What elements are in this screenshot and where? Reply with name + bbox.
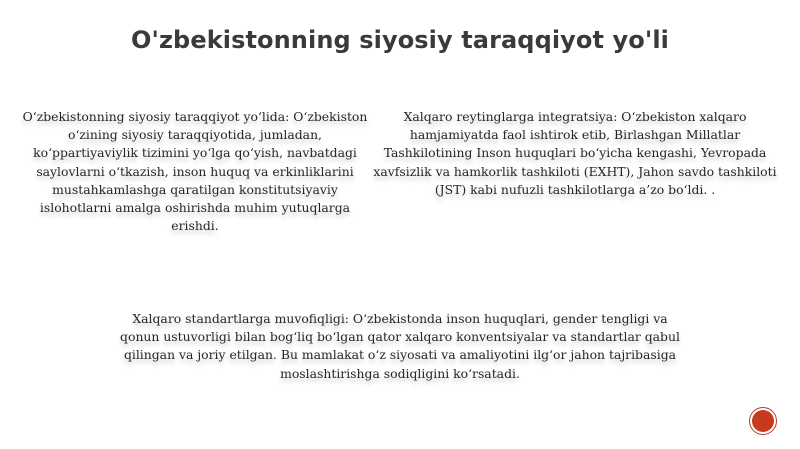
slide-title: O'zbekistonning siyosiy taraqqiyot yo'li (131, 26, 669, 54)
international-standards-text: Xalqaro standartlarga muvofiqligi: O‘zbekistonda inson huquqlari, gender tengligi va qonun ustuvorligi bilan bog‘liq bo‘lgan qator xalqaro konventsiyalar va standartlar qabul qilingan va joriy etilgan. Bu mamlakat o‘z siyosati va amaliyotini ilg‘or jahon tajribasiga moslashtirishga sodiqligini ko‘rsatadi. (120, 311, 680, 381)
circle-nav-icon (752, 410, 774, 432)
slide-nav-button[interactable] (749, 407, 777, 435)
international-integration-text: Xalqaro reytinglarga integratsiya: O‘zbekiston xalqaro hamjamiyatda faol ishtirok etib, Birlashgan Millatlar Tashkilotining Inson huquqlari bo‘yicha kengashi, Yevropada xavfsizlik va hamkorlik tashkiloti (EXHT), Jahon savdo tashkiloti (JST) kabi nufuzli tashkilotlarga a’zo bo‘ldi. . (373, 109, 777, 197)
political-development-text: O‘zbekistonning siyosiy taraqqiyot yo‘lida: O‘zbekiston o‘zining siyosiy taraqqiyotida, jumladan, ko‘ppartiyaviylik tizimini yo‘lga qo‘yish, navbatdagi saylovlarni o‘tkazish, inson huquq va erkinliklarini mustahkamlashga qaratilgan konstitutsiyaviy islohotlarni amalga oshirishda muhim yutuqlarga erishdi. (22, 109, 368, 234)
